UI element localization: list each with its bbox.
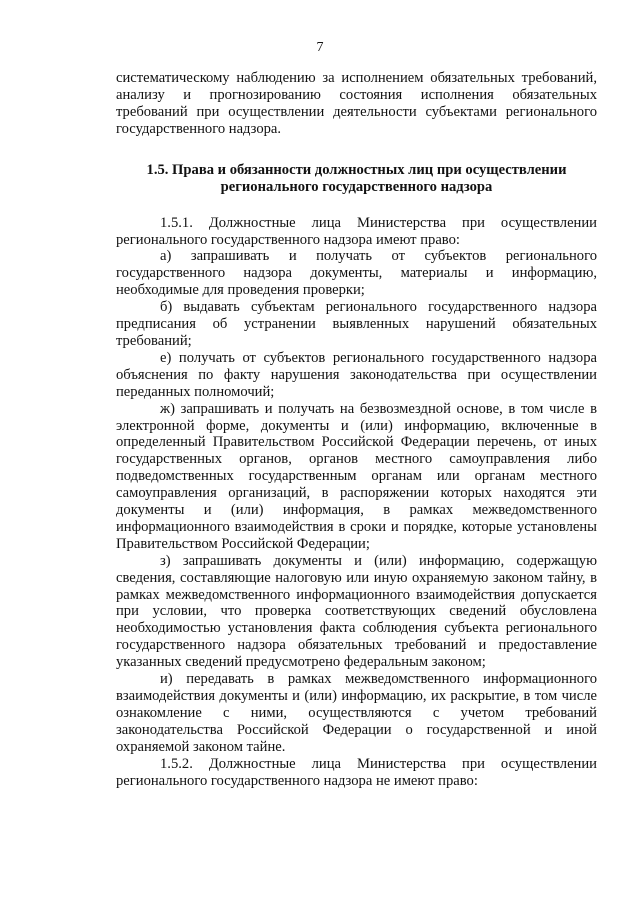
paragraph-item-zh: ж) запрашивать и получать на безвозмездной основе, в том числе в электронной форме, документы и (или) информацию, включенные в определенный Правительством Российской Федерации перечень, от иных государственных органов, органов местного самоуправления либо подведомственных государственным органам или органам местного самоуправления организаций, в распоряжении которых находятся эти документы и (или) информация, в рамках межведомственного информационного взаимодействия в сроки и порядке, которые установлены Правительством Российской Федерации; <box>116 400 597 552</box>
paragraph-1-5-1: 1.5.1. Должностные лица Министерства при осуществлении регионального государственного надзора имеют право: <box>116 214 597 248</box>
paragraph-1-5-2: 1.5.2. Должностные лица Министерства при осуществлении регионального государственного надзора не имеют право: <box>116 755 597 789</box>
paragraph-item-i: и) передавать в рамках межведомственного информационного взаимодействия документы и (или) информацию, их раскрытие, в том числе ознакомление с ними, осуществляются с учетом требований законодательства Российской Федерации о государственной и иной охраняемой законом тайне. <box>116 671 597 755</box>
paragraph-item-e: е) получать от субъектов регионального государственного надзора объяснения по факту нарушения законодательства при осуществлении переданных полномочий; <box>116 349 597 400</box>
paragraph-item-b: б) выдавать субъектам регионального государственного надзора предписания об устранении выявленных нарушений обязательных требований; <box>116 299 597 349</box>
paragraph-item-a: а) запрашивать и получать от субъектов регионального государственного надзора документы, материалы и информацию, необходимые для проведения проверки; <box>116 248 597 299</box>
section-heading: 1.5. Права и обязанности должностных лиц при осуществлении регионального государственного надзора <box>146 161 567 196</box>
document-body <box>116 70 597 789</box>
paragraph-item-z: з) запрашивать документы и (или) информацию, содержащую сведения, составляющие налоговую или иную охраняемую законом тайну, в рамках межведомственного информационного взаимодействия допускается при условии, что проверка соответствующих сведений обусловлена необходимостью установления факта соблюдения субъекта регионального государственного надзора обязательных требований и предоставление указанных сведений предусмотрено федеральным законом; <box>116 552 597 671</box>
intro-paragraph: систематическому наблюдению за исполнением обязательных требований, анализу и прогнозированию состояния исполнения обязательных требований при осуществлении деятельности субъектами регионального государственного надзора. <box>116 70 597 137</box>
page-number: 7 <box>316 40 324 55</box>
